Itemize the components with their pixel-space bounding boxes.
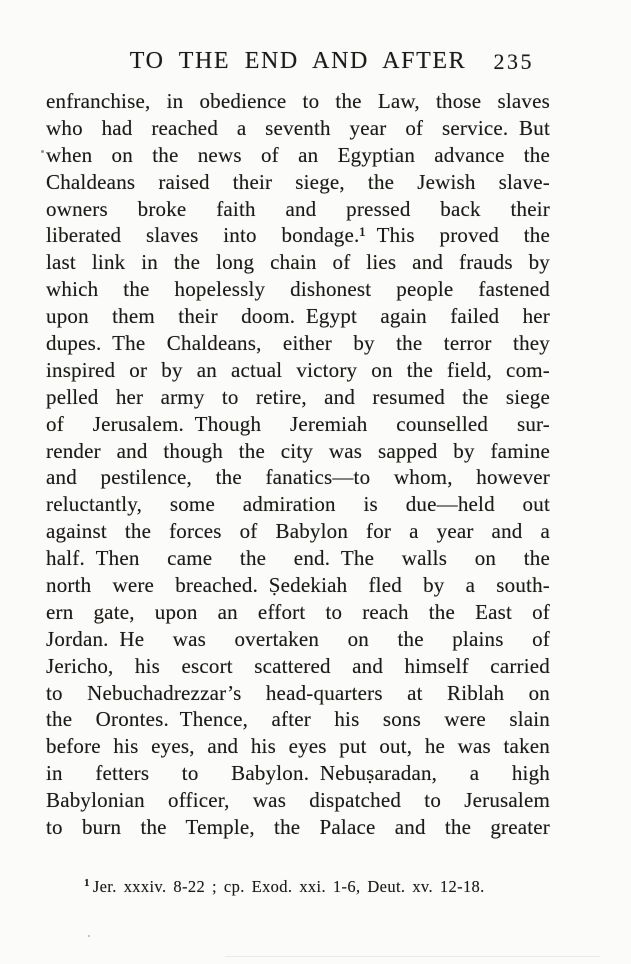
text-line: in fetters to Babylon. Nebuṣaradan, a high [46, 761, 550, 786]
text-line: inspired or by an actual victory on the field, com- [46, 357, 550, 382]
text-line: who had reached a seventh year of service. But [46, 115, 550, 140]
text-line: to burn the Temple, the Palace and the greater [46, 815, 550, 840]
text-line: the Orontes. Thence, after his sons were slain [46, 707, 550, 732]
footnote-marker: 1 [84, 876, 90, 889]
page-number: 235 [493, 49, 534, 74]
scan-speck [41, 150, 44, 153]
text-line: owners broke faith and pressed back their [46, 196, 550, 221]
text-line: before his eyes, and his eyes put out, he was taken [46, 734, 550, 759]
text-line: against the forces of Babylon for a year and a [46, 519, 550, 544]
text-line: to Nebuchadrezzar’s head-quarters at Riblah on [46, 680, 550, 705]
text-line: upon them their doom. Egypt again failed her [46, 304, 550, 329]
footnote [84, 876, 571, 898]
text-line: which the hopelessly dishonest people fastened [46, 277, 550, 302]
scan-edge-shadow [225, 956, 600, 957]
text-line: and pestilence, the fanatics—to whom, however [46, 465, 550, 490]
text-line: when on the news of an Egyptian advance the [46, 142, 550, 167]
text-line: Jericho, his escort scattered and himself carried [46, 653, 550, 678]
page-body-text [46, 88, 550, 841]
text-line: liberated slaves into bondage.¹ This proved the [46, 223, 550, 248]
text-line: of Jerusalem. Though Jeremiah counselled sur- [46, 411, 550, 436]
text-line: render and though the city was sapped by famine [46, 438, 550, 463]
text-line: Chaldeans raised their siege, the Jewish slave- [46, 169, 550, 194]
footnote-text: Jer. xxxiv. 8-22 ; cp. Exod. xxi. 1-6, Deut. xv. 12-18. [92, 877, 485, 896]
scan-speck [88, 935, 90, 937]
text-line: last link in the long chain of lies and frauds by [46, 250, 550, 275]
text-line: Jordan. He was overtaken on the plains of [46, 626, 550, 651]
page-header [46, 47, 550, 77]
text-line: north were breached. Ṣedekiah fled by a south- [46, 573, 550, 598]
text-line: reluctantly, some admiration is due—held out [46, 492, 550, 517]
text-line: dupes. The Chaldeans, either by the terror they [46, 331, 550, 356]
text-line: enfranchise, in obedience to the Law, those slaves [46, 89, 550, 113]
text-line: pelled her army to retire, and resumed the siege [46, 384, 550, 409]
running-title: TO THE END AND AFTER [129, 48, 467, 74]
text-line: Babylonian officer, was dispatched to Jerusalem [46, 788, 550, 813]
text-line: ern gate, upon an effort to reach the East of [46, 599, 550, 624]
text-line: half. Then came the end. The walls on the [46, 546, 550, 571]
